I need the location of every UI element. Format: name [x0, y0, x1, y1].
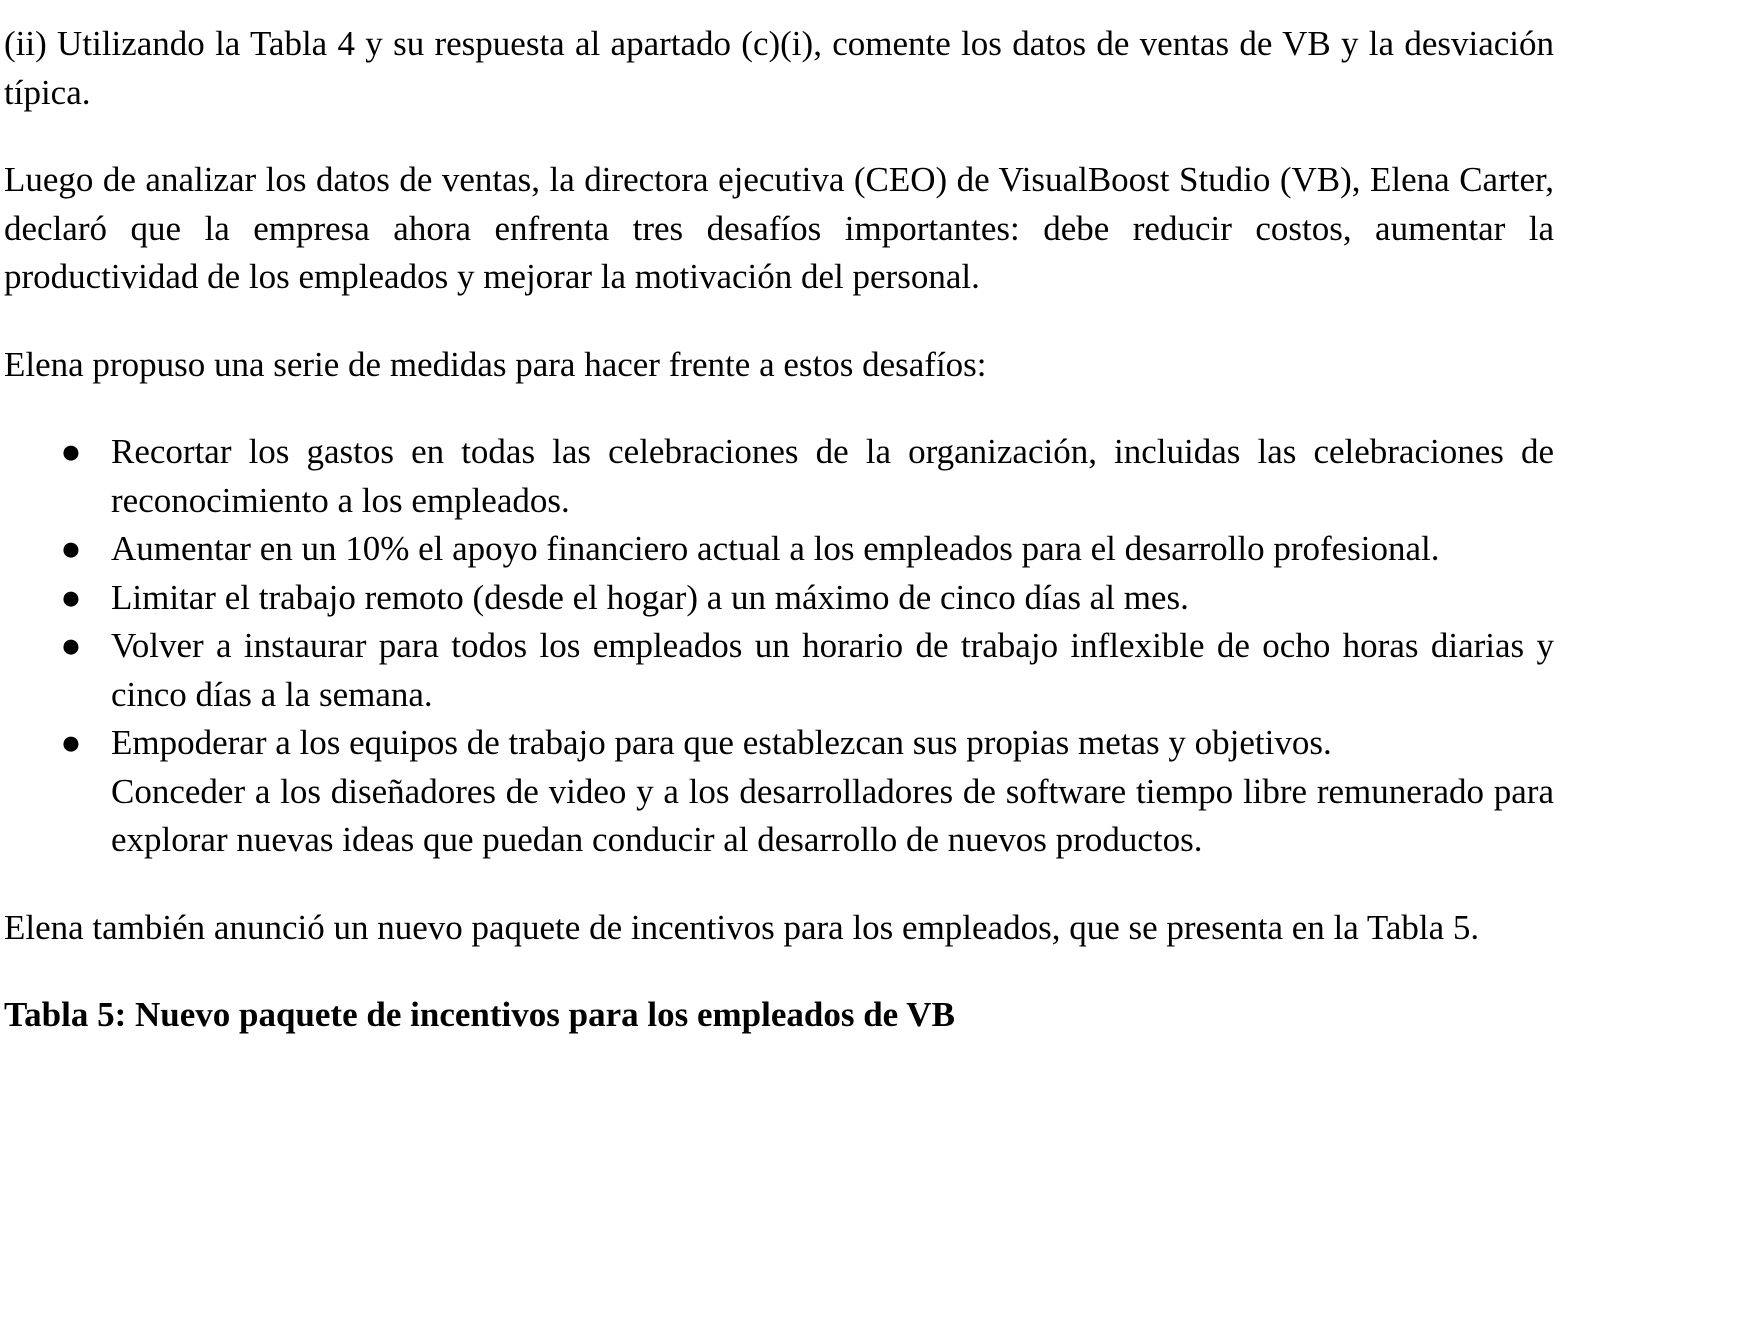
list-item-text: Aumentar en un 10% el apoyo financiero actual a los empleados para el desarrollo profesional. [111, 529, 1440, 568]
list-item-text: Empoderar a los equipos de trabajo para que establezcan sus propias metas y objetivos. [111, 723, 1332, 762]
incentive-paragraph: Elena también anunció un nuevo paquete de incentivos para los empleados, que se presenta en la Tabla 5. [4, 907, 1480, 947]
list-item-text: Recortar los gastos en todas las celebraciones de la organización, incluidas las celebraciones de reconocimiento a los empleados. [111, 432, 1554, 520]
list-item [4, 768, 1554, 865]
measures-intro: Elena propuso una serie de medidas para hacer frente a estos desafíos: [4, 344, 987, 384]
list-item-text: Limitar el trabajo remoto (desde el hogar) a un máximo de cinco días al mes. [111, 577, 1189, 617]
bullet-icon: ● [60, 723, 82, 762]
list-item [4, 525, 1554, 574]
list-item [4, 719, 1554, 768]
document-page [4, 20, 1554, 1040]
list-item [4, 574, 1554, 623]
question-paragraph: (ii) Utilizando la Tabla 4 y su respuesta al apartado (c)(i), comente los datos de ventas de VB y la desviación típica. [4, 24, 1554, 112]
list-item-text: Volver a instaurar para todos los empleados un horario de trabajo inflexible de ocho horas diarias y cinco días a la semana. [111, 626, 1554, 714]
bullet-icon: ● [60, 432, 82, 471]
bullet-icon: ● [60, 529, 82, 568]
bullet-icon: ● [60, 626, 82, 665]
list-item [4, 428, 1554, 525]
list-item-text: Conceder a los diseñadores de video y a los desarrolladores de software tiempo libre remunerado para explorar nuevas ideas que puedan conducir al desarrollo de nuevos productos. [111, 771, 1554, 859]
table-title: Tabla 5: Nuevo paquete de incentivos para los empleados de VB [4, 995, 955, 1034]
measures-list [4, 428, 1554, 865]
intro-paragraph: Luego de analizar los datos de ventas, la directora ejecutiva (CEO) de VisualBoost Studio (VB), Elena Carter, declaró que la empresa ahora enfrenta tres desafíos importantes: debe reducir costos, aumentar la productividad de los empleados y mejorar la motivación del personal. [4, 160, 1554, 296]
list-item [4, 622, 1554, 719]
bullet-icon: ● [60, 577, 82, 617]
